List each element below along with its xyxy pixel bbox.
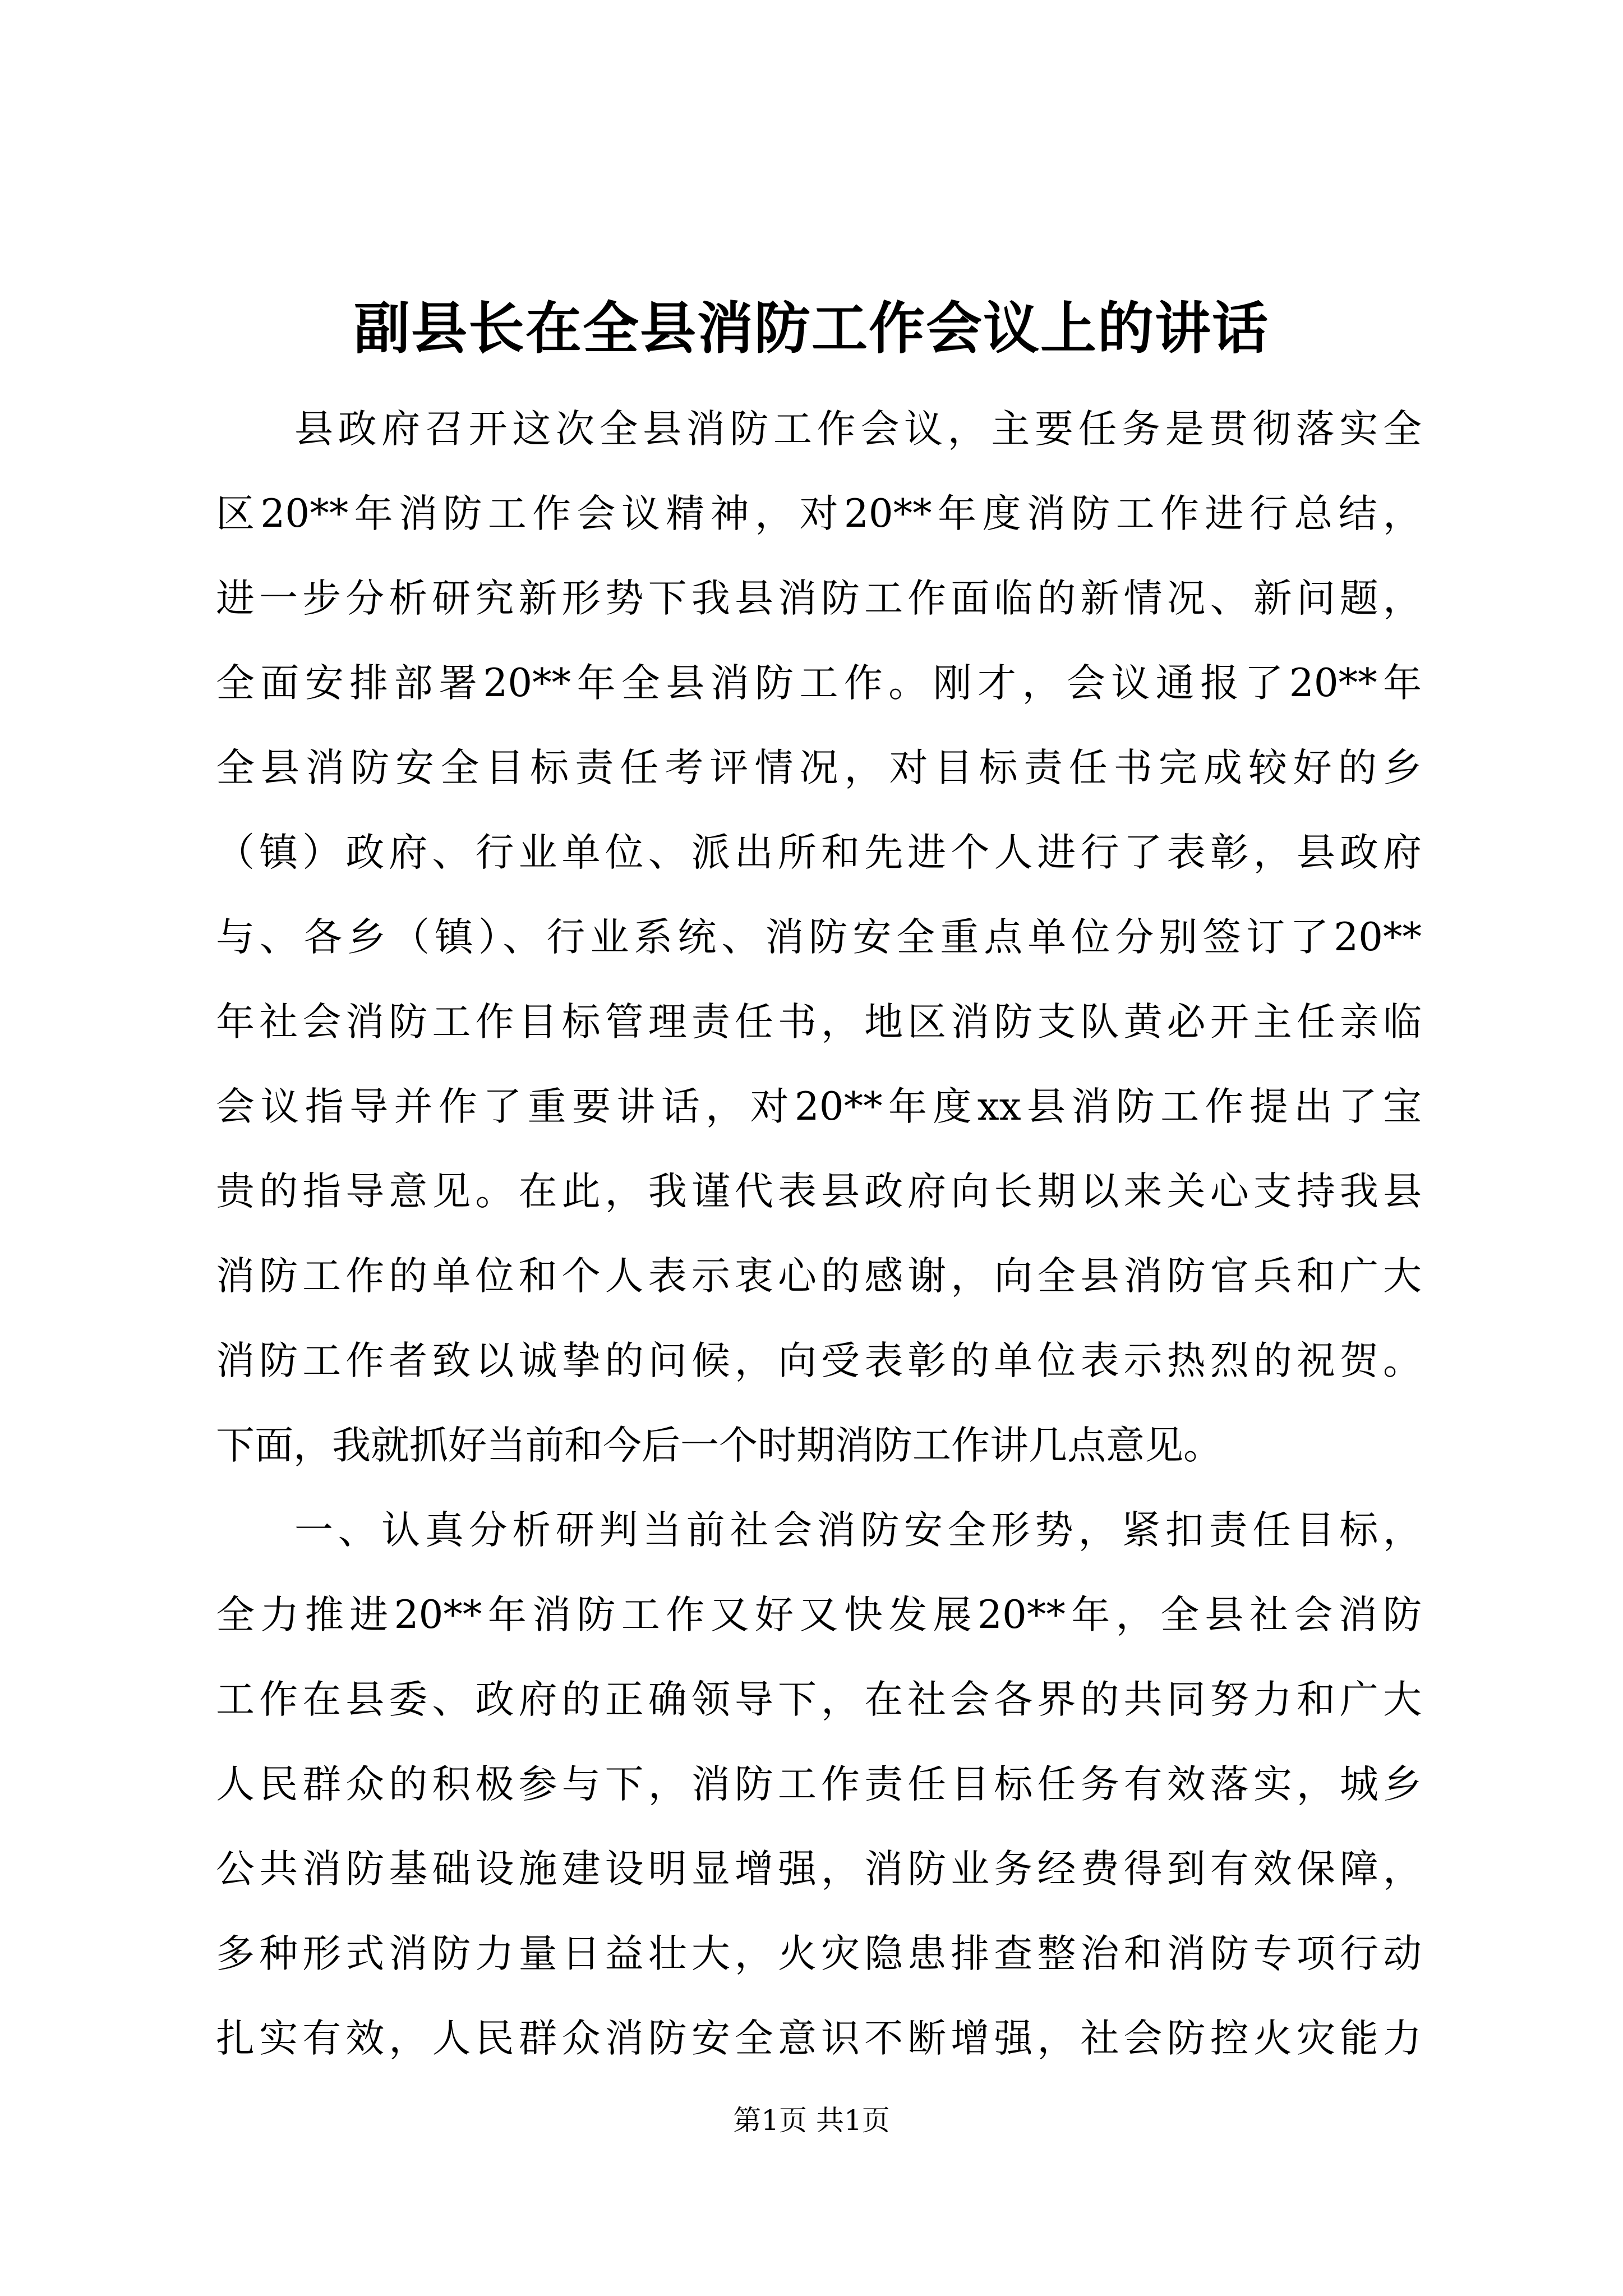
paragraph-line: 下面，我就抓好当前和今后一个时期消防工作讲几点意见。 bbox=[216, 1423, 1222, 1468]
paragraph-line: 工作在县委、政府的正确领导下，在社会各界的共同努力和广大 bbox=[216, 1677, 1422, 1722]
paragraph-line: 公共消防基础设施建设明显增强，消防业务经费得到有效保障， bbox=[216, 1847, 1422, 1892]
paragraph-line: 会议指导并作了重要讲话，对20**年度xx县消防工作提出了宝 bbox=[216, 1084, 1422, 1129]
paragraph-line: 全力推进20**年消防工作又好又快发展20**年，全县社会消防 bbox=[216, 1593, 1422, 1637]
paragraph-line: 县政府召开这次全县消防工作会议，主要任务是贯彻落实全 bbox=[294, 407, 1422, 452]
paragraph-line: 全县消防安全目标责任考评情况，对目标责任书完成较好的乡 bbox=[216, 746, 1422, 790]
paragraph-line: 贵的指导意见。在此，我谨代表县政府向长期以来关心支持我县 bbox=[216, 1169, 1422, 1214]
paragraph-line: 一、认真分析研判当前社会消防安全形势，紧扣责任目标， bbox=[294, 1508, 1422, 1553]
document-body bbox=[216, 387, 1422, 2081]
paragraph-line: 消防工作的单位和个人表示衷心的感谢，向全县消防官兵和广大 bbox=[216, 1254, 1422, 1299]
paragraph-line: 进一步分析研究新形势下我县消防工作面临的新情况、新问题， bbox=[216, 576, 1422, 621]
paragraph-line: 区20**年消防工作会议精神，对20**年度消防工作进行总结， bbox=[216, 491, 1422, 536]
paragraph-line: 多种形式消防力量日益壮大，火灾隐患排查整治和消防专项行动 bbox=[216, 1931, 1422, 1976]
document-title: 副县长在全县消防工作会议上的讲话 bbox=[354, 295, 1269, 361]
paragraph-line: 年社会消防工作目标管理责任书，地区消防支队黄必开主任亲临 bbox=[216, 1000, 1422, 1045]
paragraph-line: 消防工作者致以诚挚的问候，向受表彰的单位表示热烈的祝贺。 bbox=[216, 1338, 1422, 1383]
paragraph-line: 扎实有效，人民群众消防安全意识不断增强，社会防控火灾能力 bbox=[216, 2016, 1422, 2061]
paragraph-line: 人民群众的积极参与下，消防工作责任目标任务有效落实，城乡 bbox=[216, 1762, 1422, 1807]
paragraph-line: 与、各乡（镇）、行业系统、消防安全重点单位分别签订了20** bbox=[216, 915, 1422, 960]
page-footer: 第1页 共1页 bbox=[733, 2104, 890, 2137]
paragraph-line: 全面安排部署20**年全县消防工作。刚才，会议通报了20**年 bbox=[216, 661, 1422, 706]
paragraph-line: （镇）政府、行业单位、派出所和先进个人进行了表彰，县政府 bbox=[216, 830, 1422, 875]
